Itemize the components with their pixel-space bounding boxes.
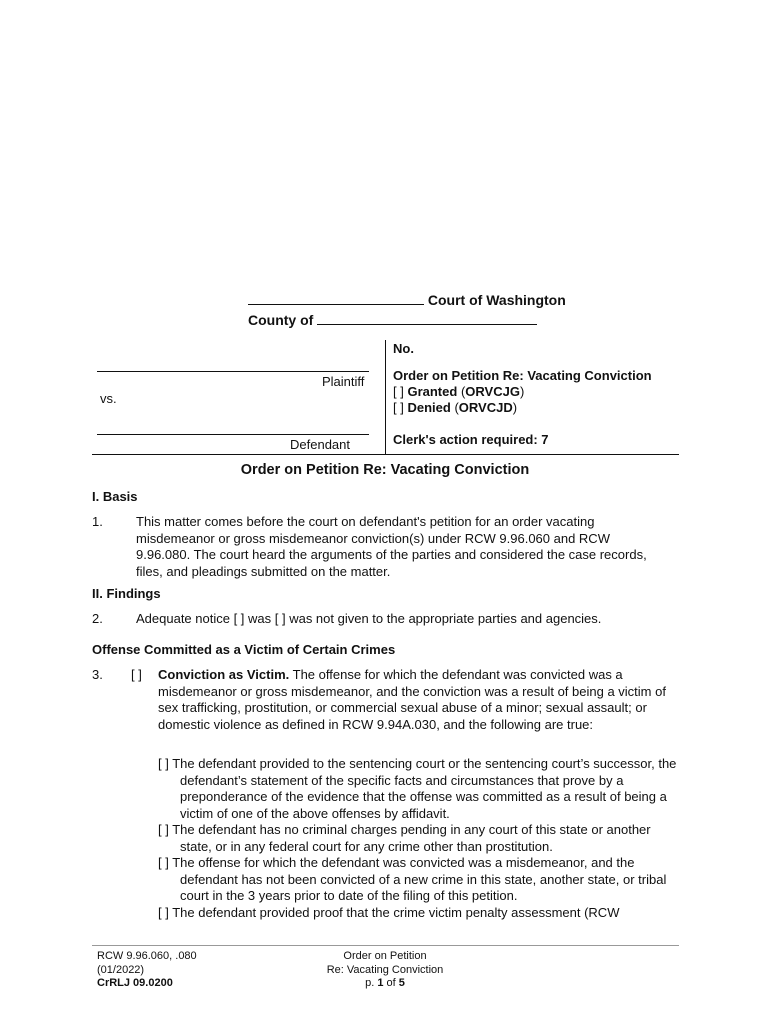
- defendant-label: Defendant: [290, 437, 350, 452]
- denied-code: ORVCJD: [458, 400, 513, 415]
- paragraph-2-text[interactable]: Adequate notice [ ] was [ ] was not given to the appropriate parties and agencies.: [136, 611, 602, 626]
- paragraph-2-number: 2.: [92, 611, 103, 626]
- footer-title-1: Order on Petition: [343, 950, 427, 962]
- court-of-washington-label: Court of Washington: [427, 292, 566, 308]
- document-heading: Order on Petition Re: Vacating Conviction: [240, 462, 530, 478]
- conviction-as-victim-lead: Conviction as Victim.: [158, 667, 290, 682]
- footer-date: (01/2022): [97, 963, 145, 976]
- defendant-name-blank[interactable]: [97, 434, 369, 435]
- case-number-label: [393, 341, 414, 356]
- section-basis-title: I. Basis: [92, 489, 138, 504]
- order-title: Order on Petition Re: Vacating Conviction: [393, 368, 652, 383]
- granted-option: [393, 384, 524, 399]
- paragraph-3-number: 3.: [92, 667, 103, 682]
- footer-center: [0, 950, 770, 991]
- plaintiff-label: Plaintiff: [322, 374, 365, 389]
- court-name-blank[interactable]: [248, 290, 424, 305]
- conviction-as-victim-checkbox[interactable]: [ ]: [131, 667, 142, 682]
- conviction-as-victim-body: The offense for which the defendant was convicted was a misdemeanor or gross misdemeanor, and the conviction was a result of being a victim of sex trafficking, prostitution, or commercial sexual abuse of a minor; sexual assault; or domestic violence as defined in RCW 9.94A.030, and the following are true:: [158, 667, 666, 732]
- paragraph-1-number: 1.: [92, 514, 103, 529]
- denied-option: [393, 400, 517, 415]
- county-label: County of: [248, 312, 314, 328]
- case-number-text: No.: [393, 341, 414, 356]
- footer-page-total: 5: [398, 977, 405, 989]
- plaintiff-name-blank[interactable]: [97, 371, 369, 372]
- denied-checkbox[interactable]: [ ]: [393, 400, 404, 415]
- granted-label: Granted: [407, 384, 458, 399]
- caption-divider-horizontal: [92, 454, 679, 455]
- county-line: [248, 310, 537, 328]
- court-name-line: [248, 290, 566, 308]
- footer-page-prefix: p.: [365, 977, 375, 989]
- denied-code-close: ): [512, 400, 518, 415]
- footer-page-of: of: [386, 977, 396, 989]
- victim-condition-item[interactable]: [ ] The defendant has no criminal charges pending in any court of this state or another state, or in any federal court for any crime other than prostitution.: [158, 822, 651, 854]
- granted-code-close: ): [519, 384, 525, 399]
- victim-condition-item[interactable]: [ ] The defendant provided to the sentencing court or the sentencing court’s successor, the defendant’s statement of the specific facts and circumstances that prove by a preponderance of the evidence that the offense was committed as a result of being a victim of one of the above offenses by affidavit.: [158, 756, 677, 821]
- paragraph-1-text: This matter comes before the court on defendant's petition for an order vacating misdemeanor or gross misdemeanor conviction(s) under RCW 9.96.060 and RCW 9.96.080. The court heard the arguments of the parties and considered the case records, files, and pleadings submitted on the matter.: [136, 514, 647, 579]
- denied-code-open: (: [454, 400, 459, 415]
- footer-rcw: RCW 9.96.060, .080: [97, 950, 197, 962]
- county-blank[interactable]: [317, 310, 537, 325]
- paragraph-3-text: [158, 667, 673, 733]
- victim-condition-list: [158, 756, 683, 921]
- footer-divider: [92, 945, 679, 946]
- granted-code-open: (: [460, 384, 466, 399]
- caption-divider-vertical: [385, 340, 386, 455]
- footer-form-number: CrRLJ 09.0200: [97, 977, 173, 989]
- footer-page-number: 1: [377, 977, 384, 989]
- clerks-action-note: Clerk's action required: 7: [393, 432, 549, 447]
- versus-label: vs.: [100, 391, 117, 406]
- footer-title-2: Re: Vacating Conviction: [326, 963, 444, 976]
- section-offense-victim-title: Offense Committed as a Victim of Certain Crimes: [92, 642, 396, 657]
- victim-condition-item[interactable]: [ ] The offense for which the defendant was convicted was a misdemeanor, and the defendant has not been convicted of a new crime in this state, another state, or tribal court in the 3 years prior to date of the filing of this petition.: [158, 855, 667, 903]
- denied-label: Denied: [407, 400, 451, 415]
- victim-condition-item[interactable]: [ ] The defendant provided proof that the crime victim penalty assessment (RCW: [158, 904, 620, 920]
- section-findings-title: II. Findings: [92, 586, 161, 601]
- granted-code: ORVCJG: [465, 384, 520, 399]
- footer-page: [0, 977, 770, 991]
- granted-checkbox[interactable]: [ ]: [393, 384, 404, 399]
